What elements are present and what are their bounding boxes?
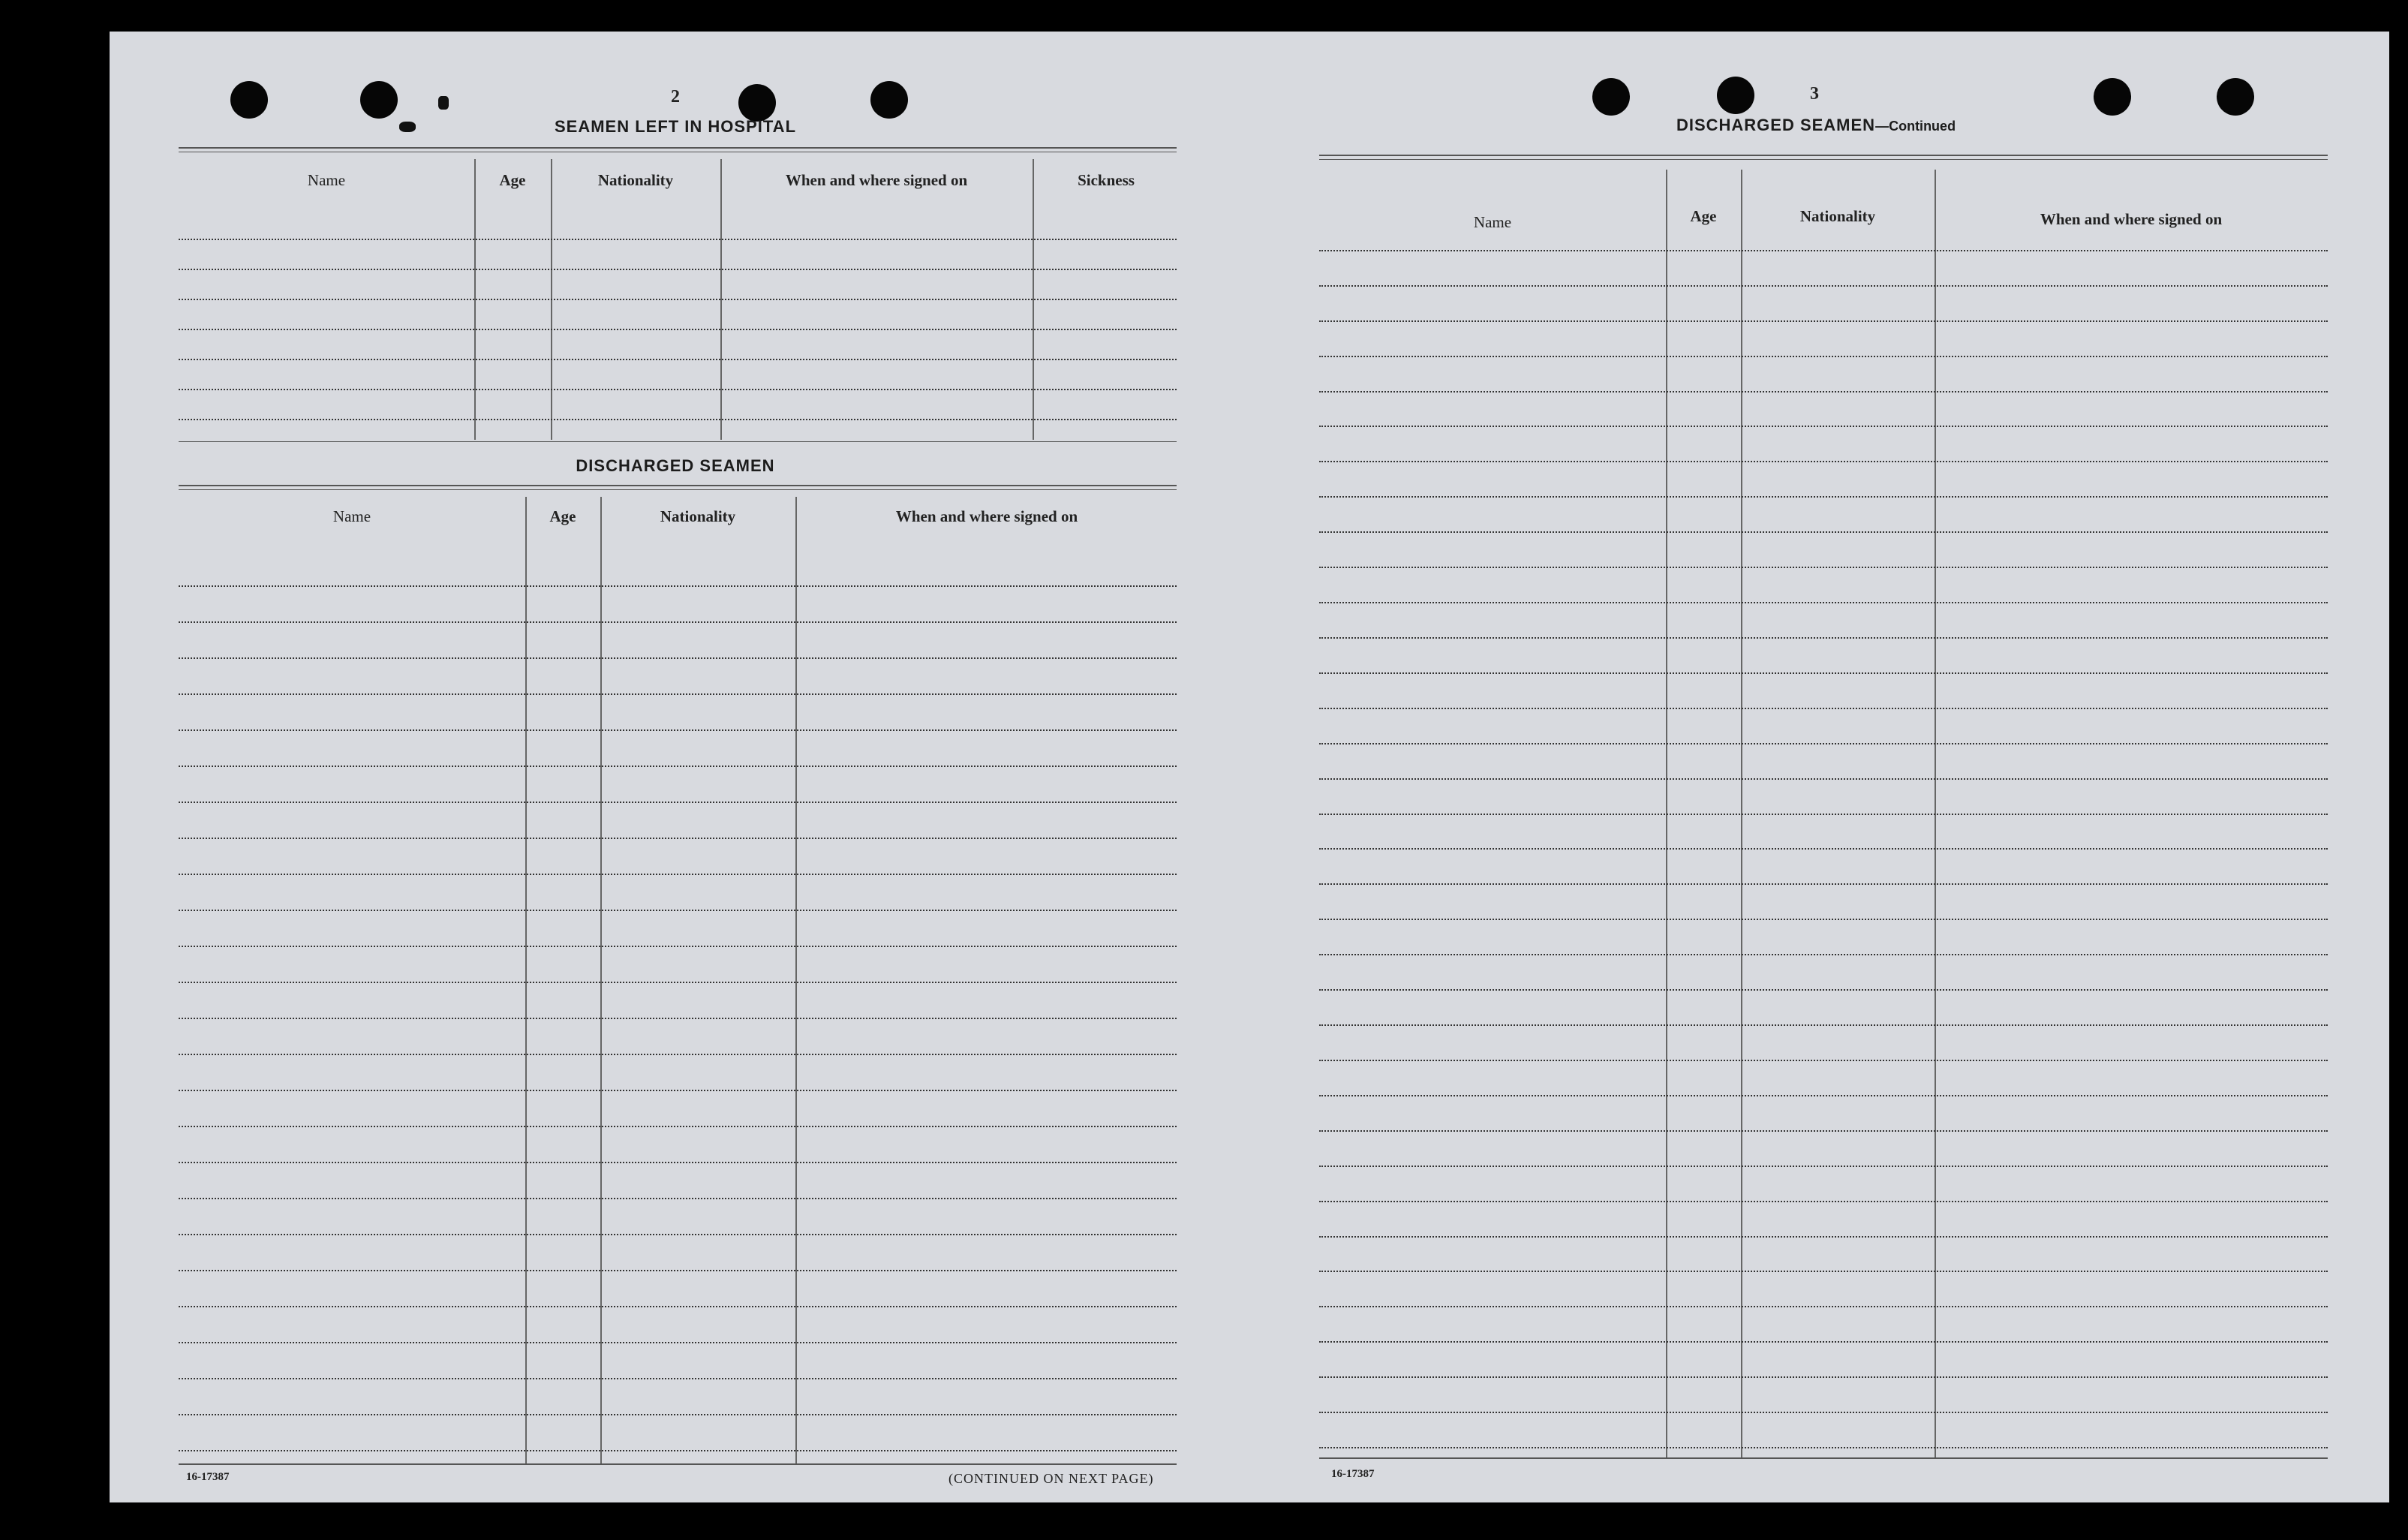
table-row <box>1319 848 2328 850</box>
column-header-age: Age <box>549 507 576 525</box>
table-row <box>1319 672 2328 674</box>
table-row <box>1319 1024 2328 1026</box>
table-row <box>179 802 1177 803</box>
right-table-bottom-rule <box>1319 1457 2328 1459</box>
ink-speck <box>399 122 416 132</box>
table-row <box>1319 743 2328 744</box>
column-header-nationality: Nationality <box>660 507 736 525</box>
hospital-section-title: SEAMEN LEFT IN HOSPITAL <box>554 117 797 136</box>
table-row <box>179 1342 1177 1343</box>
column-header-name: Name <box>1473 213 1512 231</box>
table-row <box>179 1270 1177 1271</box>
table-row <box>1319 320 2328 322</box>
table-row <box>1319 356 2328 357</box>
table-row <box>1319 989 2328 991</box>
table-row <box>1319 919 2328 920</box>
table-row <box>1319 461 2328 462</box>
page-number-right: 3 <box>1810 84 1819 104</box>
document-sheet <box>110 32 2389 1502</box>
column-header-age: Age <box>499 171 526 189</box>
punch-hole <box>738 84 776 122</box>
table-row <box>179 1054 1177 1055</box>
table-row <box>1319 391 2328 393</box>
page-number-left: 2 <box>671 87 680 107</box>
hospital-table-top-rule <box>179 147 1177 149</box>
table-row <box>179 838 1177 839</box>
table-row <box>1319 1166 2328 1167</box>
table-row <box>1319 1201 2328 1202</box>
column-header-signed-on: When and where signed on <box>785 171 968 189</box>
table-row <box>179 1090 1177 1091</box>
column-header-name: Name <box>307 171 346 189</box>
hospital-table-bottom-rule <box>179 441 1177 442</box>
punch-hole <box>2217 78 2254 116</box>
right-table-top-rule <box>1319 155 2328 156</box>
column-divider <box>795 497 797 1465</box>
table-row <box>1319 1060 2328 1061</box>
punch-hole <box>360 81 398 119</box>
punch-hole <box>870 81 908 119</box>
table-row <box>1319 1412 2328 1413</box>
table-row <box>179 1378 1177 1379</box>
table-row <box>179 419 1177 420</box>
table-row <box>1319 883 2328 885</box>
column-header-nationality: Nationality <box>1799 207 1876 225</box>
table-row <box>179 269 1177 270</box>
discharged-table-bottom-rule <box>179 1463 1177 1465</box>
discharged-continued-title <box>1621 116 2011 135</box>
table-row <box>1319 567 2328 568</box>
form-number-left: 16-17387 <box>186 1471 230 1483</box>
form-number-right: 16-17387 <box>1331 1468 1375 1480</box>
discharged-section-title: DISCHARGED SEAMEN <box>576 456 775 475</box>
column-divider <box>600 497 602 1465</box>
column-header-sickness: Sickness <box>1078 171 1135 189</box>
table-row <box>1319 637 2328 639</box>
table-row <box>179 657 1177 659</box>
table-row <box>179 729 1177 731</box>
table-row <box>1319 1236 2328 1238</box>
table-row <box>1319 1376 2328 1378</box>
column-header-signed-on: When and where signed on <box>2040 210 2223 228</box>
table-row <box>179 910 1177 911</box>
table-row <box>1319 1130 2328 1132</box>
table-row <box>179 693 1177 695</box>
punch-hole <box>1592 78 1630 116</box>
table-row <box>179 765 1177 767</box>
discharged-continued-title-main: DISCHARGED SEAMEN <box>1676 116 1876 134</box>
table-row <box>179 1234 1177 1235</box>
table-row <box>179 1018 1177 1019</box>
discharged-table-top-rule <box>179 485 1177 486</box>
table-row <box>1319 814 2328 815</box>
table-row <box>179 1450 1177 1451</box>
table-row <box>1319 285 2328 287</box>
continued-note: (CONTINUED ON NEXT PAGE) <box>948 1471 1154 1486</box>
table-row <box>1319 1306 2328 1307</box>
table-row <box>1319 426 2328 427</box>
column-header-nationality: Nationality <box>597 171 674 189</box>
column-header-name: Name <box>332 507 371 525</box>
table-row <box>1319 250 2328 251</box>
discharged-table-top-rule <box>179 489 1177 490</box>
table-row <box>1319 1447 2328 1448</box>
table-row <box>179 1162 1177 1163</box>
column-divider <box>525 497 527 1465</box>
punch-hole <box>1717 77 1754 114</box>
ink-speck <box>438 96 449 110</box>
table-row <box>1319 1095 2328 1096</box>
continued-suffix: —Continued <box>1875 119 1956 134</box>
punch-hole <box>230 81 268 119</box>
column-header-age: Age <box>1690 207 1717 225</box>
table-row <box>179 621 1177 623</box>
table-row <box>1319 602 2328 603</box>
right-table-top-rule <box>1319 159 2328 160</box>
table-row <box>1319 778 2328 780</box>
table-row <box>179 1306 1177 1307</box>
table-row <box>1319 954 2328 955</box>
table-row <box>179 946 1177 947</box>
table-row <box>1319 531 2328 533</box>
table-row <box>179 1198 1177 1199</box>
table-row <box>179 982 1177 983</box>
table-row <box>179 585 1177 587</box>
table-row <box>179 1126 1177 1127</box>
table-row <box>179 1414 1177 1415</box>
table-row <box>179 329 1177 330</box>
table-row <box>179 874 1177 875</box>
table-row <box>179 359 1177 360</box>
punch-hole <box>2094 78 2131 116</box>
table-row <box>1319 496 2328 498</box>
table-row <box>179 239 1177 240</box>
table-row <box>179 299 1177 300</box>
table-row <box>1319 1341 2328 1343</box>
table-row <box>1319 1271 2328 1272</box>
column-header-signed-on: When and where signed on <box>895 507 1078 525</box>
table-row <box>1319 708 2328 709</box>
table-row <box>179 389 1177 390</box>
